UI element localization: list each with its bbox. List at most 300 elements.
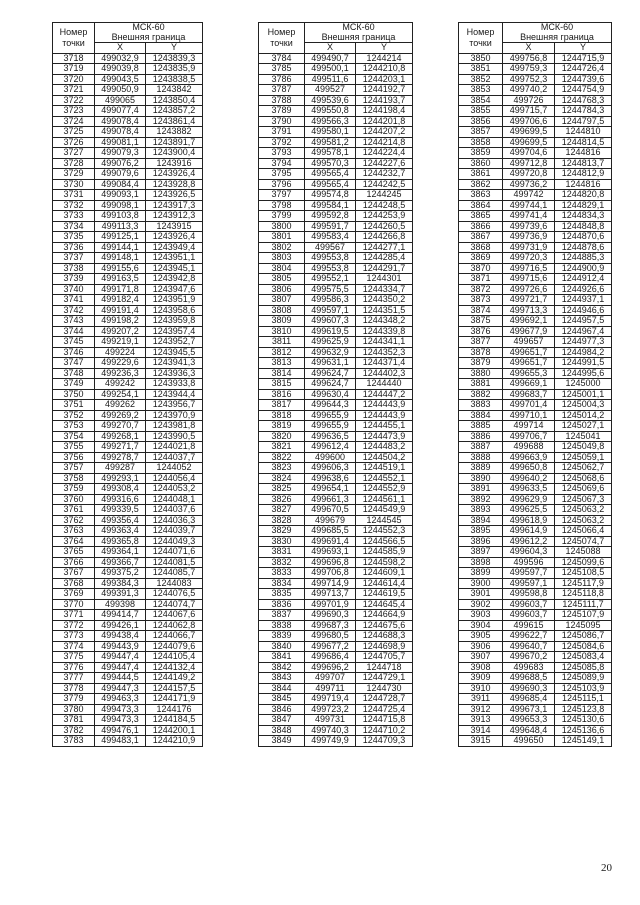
point-number-cell: 3821 bbox=[259, 442, 305, 453]
point-number-cell: 3740 bbox=[53, 284, 95, 295]
table-row bbox=[259, 106, 413, 117]
y-cell: 1245014,2 bbox=[555, 410, 612, 421]
point-number-cell: 3867 bbox=[459, 232, 503, 243]
x-cell: 499365,8 bbox=[95, 536, 146, 547]
x-cell: 499473,3 bbox=[95, 704, 146, 715]
table-row bbox=[259, 368, 413, 379]
y-cell: 1243915 bbox=[146, 221, 203, 232]
point-number-cell: 3781 bbox=[53, 715, 95, 726]
x-cell: 499712,8 bbox=[503, 158, 555, 169]
table-row bbox=[259, 337, 413, 348]
y-cell: 1244549,9 bbox=[356, 505, 413, 516]
x-cell: 499736,9 bbox=[503, 232, 555, 243]
y-cell: 1244227,6 bbox=[356, 158, 413, 169]
table-row bbox=[53, 347, 203, 358]
x-cell: 499640,2 bbox=[503, 473, 555, 484]
x-cell: 499752,3 bbox=[503, 74, 555, 85]
y-cell: 1244754,9 bbox=[555, 85, 612, 96]
y-cell: 1243945,5 bbox=[146, 347, 203, 358]
y-cell: 1244878,6 bbox=[555, 242, 612, 253]
y-cell: 1243970,9 bbox=[146, 410, 203, 421]
table-row bbox=[259, 148, 413, 159]
point-number-cell: 3829 bbox=[259, 526, 305, 537]
table-row bbox=[53, 253, 203, 264]
x-cell: 499685,5 bbox=[305, 526, 356, 537]
x-cell: 499680,5 bbox=[305, 631, 356, 642]
y-cell: 1244085,7 bbox=[146, 568, 203, 579]
y-cell: 1245066,4 bbox=[555, 526, 612, 537]
y-cell: 1243951,9 bbox=[146, 295, 203, 306]
point-number-cell: 3779 bbox=[53, 694, 95, 705]
table-row bbox=[53, 526, 203, 537]
x-cell: 499693,1 bbox=[305, 547, 356, 558]
table-row bbox=[459, 316, 612, 327]
table-row bbox=[53, 106, 203, 117]
point-number-cell: 3830 bbox=[259, 536, 305, 547]
point-number-cell: 3739 bbox=[53, 274, 95, 285]
table-row bbox=[259, 505, 413, 516]
y-cell: 1244937,1 bbox=[555, 295, 612, 306]
point-number-cell: 3761 bbox=[53, 505, 95, 516]
y-cell: 1245085,8 bbox=[555, 662, 612, 673]
table-row bbox=[259, 200, 413, 211]
x-cell: 499631,1 bbox=[305, 358, 356, 369]
y-cell: 1244207,2 bbox=[356, 127, 413, 138]
y-cell: 1244609,1 bbox=[356, 568, 413, 579]
x-cell: 499032,9 bbox=[95, 53, 146, 64]
point-number-cell: 3752 bbox=[53, 410, 95, 421]
point-number-cell: 3723 bbox=[53, 106, 95, 117]
point-number-cell: 3892 bbox=[459, 494, 503, 505]
y-cell: 1244210,9 bbox=[146, 736, 203, 747]
point-number-cell: 3888 bbox=[459, 452, 503, 463]
x-cell: 499721,7 bbox=[503, 295, 555, 306]
table-row bbox=[53, 557, 203, 568]
table-row bbox=[259, 431, 413, 442]
x-cell: 499604,3 bbox=[503, 547, 555, 558]
table-row bbox=[459, 599, 612, 610]
y-cell: 1243912,3 bbox=[146, 211, 203, 222]
y-cell: 1244266,8 bbox=[356, 232, 413, 243]
point-number-cell: 3769 bbox=[53, 589, 95, 600]
point-number-cell: 3870 bbox=[459, 263, 503, 274]
y-cell: 1244291,7 bbox=[356, 263, 413, 274]
x-cell: 499719,4 bbox=[305, 694, 356, 705]
table-row bbox=[53, 641, 203, 652]
point-number-cell: 3801 bbox=[259, 232, 305, 243]
table-row bbox=[459, 169, 612, 180]
x-cell: 499079,3 bbox=[95, 148, 146, 159]
point-number-cell: 3774 bbox=[53, 641, 95, 652]
y-cell: 1244341,1 bbox=[356, 337, 413, 348]
y-cell: 1244447,2 bbox=[356, 389, 413, 400]
table-row bbox=[459, 652, 612, 663]
x-cell: 499550,8 bbox=[305, 106, 356, 117]
y-cell: 1245062,7 bbox=[555, 463, 612, 474]
x-cell: 499625,9 bbox=[305, 337, 356, 348]
point-number-cell: 3770 bbox=[53, 599, 95, 610]
y-cell: 1245099,6 bbox=[555, 557, 612, 568]
x-cell: 499699,5 bbox=[503, 137, 555, 148]
y-cell: 1244552,9 bbox=[356, 484, 413, 495]
point-number-cell: 3806 bbox=[259, 284, 305, 295]
point-number-cell: 3832 bbox=[259, 557, 305, 568]
x-cell: 499699,5 bbox=[503, 127, 555, 138]
y-cell: 1244946,6 bbox=[555, 305, 612, 316]
x-cell: 499690,3 bbox=[305, 610, 356, 621]
x-cell: 499677,9 bbox=[503, 326, 555, 337]
table-row bbox=[53, 158, 203, 169]
table-row bbox=[459, 253, 612, 264]
table-row bbox=[53, 505, 203, 516]
table-row bbox=[459, 137, 612, 148]
point-number-cell: 3813 bbox=[259, 358, 305, 369]
x-cell: 499553,8 bbox=[305, 263, 356, 274]
table-row bbox=[259, 127, 413, 138]
y-cell: 1243936,3 bbox=[146, 368, 203, 379]
table-row bbox=[259, 400, 413, 411]
point-number-cell: 3912 bbox=[459, 704, 503, 715]
y-cell: 1244371,4 bbox=[356, 358, 413, 369]
x-cell: 499566,3 bbox=[305, 116, 356, 127]
table-row bbox=[259, 725, 413, 736]
y-cell: 1244473,9 bbox=[356, 431, 413, 442]
table-row bbox=[459, 526, 612, 537]
table-row bbox=[459, 421, 612, 432]
x-cell: 499688,5 bbox=[503, 673, 555, 684]
table-row bbox=[459, 473, 612, 484]
x-cell: 499756,8 bbox=[503, 53, 555, 64]
x-cell: 499701,4 bbox=[503, 400, 555, 411]
y-cell: 1244455,1 bbox=[356, 421, 413, 432]
coords-table-col-3 bbox=[458, 22, 612, 747]
coords-table bbox=[52, 22, 203, 747]
x-cell: 499278,7 bbox=[95, 452, 146, 463]
table-row bbox=[259, 305, 413, 316]
x-cell: 499688 bbox=[503, 442, 555, 453]
point-number-cell: 3842 bbox=[259, 662, 305, 673]
point-number-cell: 3749 bbox=[53, 379, 95, 390]
x-cell: 499636,5 bbox=[305, 431, 356, 442]
x-cell: 499293,1 bbox=[95, 473, 146, 484]
point-number-cell: 3824 bbox=[259, 473, 305, 484]
table-row bbox=[259, 589, 413, 600]
y-cell: 1244768,3 bbox=[555, 95, 612, 106]
y-cell: 1243951,1 bbox=[146, 253, 203, 264]
table-row bbox=[259, 610, 413, 621]
table-row bbox=[53, 421, 203, 432]
point-number-cell: 3799 bbox=[259, 211, 305, 222]
table-row bbox=[259, 683, 413, 694]
table-row bbox=[53, 53, 203, 64]
x-cell: 499592,8 bbox=[305, 211, 356, 222]
system-header: МСК-60 Внешняя граница bbox=[503, 23, 612, 43]
table-row bbox=[459, 190, 612, 201]
table-row bbox=[259, 263, 413, 274]
point-number-cell: 3743 bbox=[53, 316, 95, 327]
y-cell: 1244214 bbox=[356, 53, 413, 64]
point-number-cell: 3803 bbox=[259, 253, 305, 264]
table-row bbox=[459, 673, 612, 684]
table-row bbox=[259, 715, 413, 726]
x-cell: 499715,7 bbox=[503, 106, 555, 117]
point-number-cell: 3725 bbox=[53, 127, 95, 138]
table-row bbox=[259, 599, 413, 610]
table-row bbox=[259, 662, 413, 673]
point-number-cell: 3891 bbox=[459, 484, 503, 495]
y-cell: 1244816 bbox=[555, 179, 612, 190]
x-cell: 499269,2 bbox=[95, 410, 146, 421]
x-cell: 499580,1 bbox=[305, 127, 356, 138]
point-number-cell: 3885 bbox=[459, 421, 503, 432]
x-cell: 499670,5 bbox=[305, 505, 356, 516]
table-row bbox=[53, 379, 203, 390]
x-cell: 499759,3 bbox=[503, 64, 555, 75]
y-cell: 1244797,5 bbox=[555, 116, 612, 127]
table-row bbox=[259, 274, 413, 285]
point-number-cell: 3735 bbox=[53, 232, 95, 243]
y-cell: 1244726,4 bbox=[555, 64, 612, 75]
x-cell: 499740,2 bbox=[503, 85, 555, 96]
y-cell: 1245107,9 bbox=[555, 610, 612, 621]
y-cell: 1244037,6 bbox=[146, 505, 203, 516]
table-row bbox=[53, 725, 203, 736]
table-row bbox=[459, 295, 612, 306]
x-cell: 499624,7 bbox=[305, 379, 356, 390]
y-cell: 1243857,2 bbox=[146, 106, 203, 117]
y-cell: 1244171,9 bbox=[146, 694, 203, 705]
table-row bbox=[53, 190, 203, 201]
y-cell: 1244519,1 bbox=[356, 463, 413, 474]
x-cell: 499687,3 bbox=[305, 620, 356, 631]
x-cell: 499447,4 bbox=[95, 662, 146, 673]
x-cell: 499447,4 bbox=[95, 652, 146, 663]
point-number-cell: 3719 bbox=[53, 64, 95, 75]
x-cell: 499615 bbox=[503, 620, 555, 631]
table-row bbox=[459, 127, 612, 138]
table-row bbox=[53, 179, 203, 190]
x-cell: 499500,1 bbox=[305, 64, 356, 75]
system-header: МСК-60 Внешняя граница bbox=[305, 23, 413, 43]
table-row bbox=[459, 305, 612, 316]
point-number-cell: 3828 bbox=[259, 515, 305, 526]
x-cell: 499607,3 bbox=[305, 316, 356, 327]
point-number-cell: 3771 bbox=[53, 610, 95, 621]
x-cell: 499714,9 bbox=[305, 578, 356, 589]
table-row bbox=[53, 305, 203, 316]
table-row bbox=[53, 673, 203, 684]
point-number-cell: 3775 bbox=[53, 652, 95, 663]
point-number-cell: 3847 bbox=[259, 715, 305, 726]
point-number-cell: 3844 bbox=[259, 683, 305, 694]
y-cell: 1244967,4 bbox=[555, 326, 612, 337]
point-number-cell: 3755 bbox=[53, 442, 95, 453]
point-number-cell: 3863 bbox=[459, 190, 503, 201]
point-number-cell: 3730 bbox=[53, 179, 95, 190]
y-cell: 1243952,7 bbox=[146, 337, 203, 348]
x-cell: 499391,3 bbox=[95, 589, 146, 600]
point-number-cell: 3883 bbox=[459, 400, 503, 411]
y-cell: 1245063,2 bbox=[555, 505, 612, 516]
point-number-cell: 3899 bbox=[459, 568, 503, 579]
x-cell: 499663,9 bbox=[503, 452, 555, 463]
table-row bbox=[459, 736, 612, 747]
x-cell: 499584,1 bbox=[305, 200, 356, 211]
y-cell: 1244193,7 bbox=[356, 95, 413, 106]
point-number-cell: 3898 bbox=[459, 557, 503, 568]
point-number-cell: 3787 bbox=[259, 85, 305, 96]
table-row bbox=[259, 64, 413, 75]
y-cell: 1244066,7 bbox=[146, 631, 203, 642]
y-cell: 1244816 bbox=[555, 148, 612, 159]
y-cell: 1244715,9 bbox=[555, 53, 612, 64]
y-cell: 1243941,3 bbox=[146, 358, 203, 369]
x-cell: 499242 bbox=[95, 379, 146, 390]
x-cell: 499638,6 bbox=[305, 473, 356, 484]
y-cell: 1244200,1 bbox=[146, 725, 203, 736]
table-row bbox=[459, 389, 612, 400]
table-row bbox=[259, 536, 413, 547]
table-row bbox=[53, 337, 203, 348]
y-cell: 1244561,1 bbox=[356, 494, 413, 505]
table-row bbox=[53, 463, 203, 474]
point-number-cell: 3763 bbox=[53, 526, 95, 537]
y-cell: 1245111,7 bbox=[555, 599, 612, 610]
point-number-cell: 3760 bbox=[53, 494, 95, 505]
table-row bbox=[459, 347, 612, 358]
y-cell: 1245118,8 bbox=[555, 589, 612, 600]
x-header: X bbox=[305, 43, 356, 54]
table-row bbox=[459, 704, 612, 715]
x-cell: 499398 bbox=[95, 599, 146, 610]
point-number-cell: 3731 bbox=[53, 190, 95, 201]
point-number-cell: 3796 bbox=[259, 179, 305, 190]
x-cell: 499476,1 bbox=[95, 725, 146, 736]
x-cell: 499426,1 bbox=[95, 620, 146, 631]
point-number-cell: 3876 bbox=[459, 326, 503, 337]
x-cell: 499640,7 bbox=[503, 641, 555, 652]
y-cell: 1244334,7 bbox=[356, 284, 413, 295]
x-cell: 499624,7 bbox=[305, 368, 356, 379]
table-row bbox=[53, 326, 203, 337]
point-number-header: Номер точки bbox=[53, 23, 95, 54]
table-row bbox=[53, 232, 203, 243]
y-cell: 1243933,8 bbox=[146, 379, 203, 390]
x-cell: 499262 bbox=[95, 400, 146, 411]
table-row bbox=[53, 127, 203, 138]
x-cell: 499686,4 bbox=[305, 652, 356, 663]
x-cell: 499650,8 bbox=[503, 463, 555, 474]
point-number-cell: 3841 bbox=[259, 652, 305, 663]
point-number-cell: 3880 bbox=[459, 368, 503, 379]
y-cell: 1243956,7 bbox=[146, 400, 203, 411]
x-cell: 499079,6 bbox=[95, 169, 146, 180]
y-cell: 1244834,3 bbox=[555, 211, 612, 222]
y-cell: 1243891,7 bbox=[146, 137, 203, 148]
x-cell: 499670,2 bbox=[503, 652, 555, 663]
x-cell: 499586,3 bbox=[305, 295, 356, 306]
y-cell: 1243916 bbox=[146, 158, 203, 169]
x-cell: 499198,2 bbox=[95, 316, 146, 327]
x-cell: 499081,1 bbox=[95, 137, 146, 148]
point-number-cell: 3814 bbox=[259, 368, 305, 379]
point-number-cell: 3720 bbox=[53, 74, 95, 85]
y-cell: 1245001,1 bbox=[555, 389, 612, 400]
table-row bbox=[53, 599, 203, 610]
x-cell: 499707 bbox=[305, 673, 356, 684]
table-row bbox=[53, 95, 203, 106]
point-number-cell: 3915 bbox=[459, 736, 503, 747]
y-cell: 1244725,4 bbox=[356, 704, 413, 715]
point-number-cell: 3836 bbox=[259, 599, 305, 610]
y-cell: 1244201,8 bbox=[356, 116, 413, 127]
table-row bbox=[459, 379, 612, 390]
x-cell: 499706,6 bbox=[503, 116, 555, 127]
table-row bbox=[459, 683, 612, 694]
table-row bbox=[459, 274, 612, 285]
point-number-cell: 3724 bbox=[53, 116, 95, 127]
table-row bbox=[459, 505, 612, 516]
point-number-cell: 3790 bbox=[259, 116, 305, 127]
y-cell: 1244049,3 bbox=[146, 536, 203, 547]
table-row bbox=[259, 652, 413, 663]
x-cell: 499155,6 bbox=[95, 263, 146, 274]
y-cell: 1244784,3 bbox=[555, 106, 612, 117]
y-cell: 1243842 bbox=[146, 85, 203, 96]
table-row bbox=[53, 610, 203, 621]
point-number-cell: 3812 bbox=[259, 347, 305, 358]
table-row bbox=[459, 515, 612, 526]
y-cell: 1244348,2 bbox=[356, 316, 413, 327]
table-row bbox=[459, 158, 612, 169]
x-cell: 499614,9 bbox=[503, 526, 555, 537]
y-cell: 1244814,5 bbox=[555, 137, 612, 148]
table-row bbox=[53, 431, 203, 442]
x-cell: 499098,1 bbox=[95, 200, 146, 211]
y-cell: 1245136,6 bbox=[555, 725, 612, 736]
table-row bbox=[459, 536, 612, 547]
x-cell: 499171,8 bbox=[95, 284, 146, 295]
x-cell: 499219,1 bbox=[95, 337, 146, 348]
point-number-cell: 3837 bbox=[259, 610, 305, 621]
table-row bbox=[259, 526, 413, 537]
point-number-cell: 3762 bbox=[53, 515, 95, 526]
table-row bbox=[53, 715, 203, 726]
point-number-cell: 3808 bbox=[259, 305, 305, 316]
table-row bbox=[459, 631, 612, 642]
y-cell: 1244052 bbox=[146, 463, 203, 474]
point-number-cell: 3861 bbox=[459, 169, 503, 180]
x-cell: 499622,7 bbox=[503, 631, 555, 642]
x-cell: 499364,1 bbox=[95, 547, 146, 558]
y-cell: 1244688,3 bbox=[356, 631, 413, 642]
y-cell: 1244598,2 bbox=[356, 557, 413, 568]
x-cell: 499039,8 bbox=[95, 64, 146, 75]
x-cell: 499744,1 bbox=[503, 200, 555, 211]
y-cell: 1244675,6 bbox=[356, 620, 413, 631]
x-cell: 499625,5 bbox=[503, 505, 555, 516]
table-row bbox=[259, 568, 413, 579]
y-cell: 1243944,4 bbox=[146, 389, 203, 400]
point-number-cell: 3728 bbox=[53, 158, 95, 169]
x-cell: 499651,7 bbox=[503, 358, 555, 369]
y-cell: 1244912,4 bbox=[555, 274, 612, 285]
table-row bbox=[259, 410, 413, 421]
y-cell: 1244810 bbox=[555, 127, 612, 138]
point-number-cell: 3854 bbox=[459, 95, 503, 106]
x-cell: 499736,2 bbox=[503, 179, 555, 190]
point-number-cell: 3798 bbox=[259, 200, 305, 211]
